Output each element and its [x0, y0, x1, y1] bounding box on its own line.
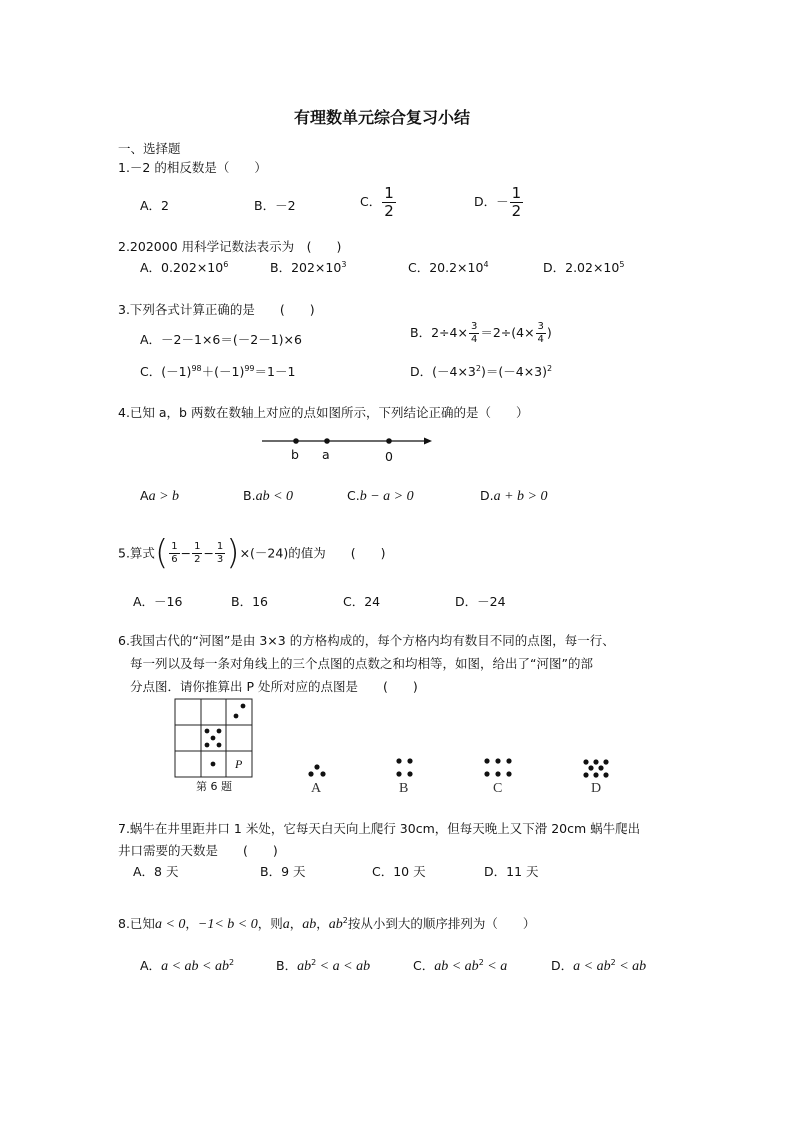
- q7-line2: 井口需要的天数是 ( ): [118, 843, 278, 858]
- q5-option-a: A．－16: [133, 594, 183, 609]
- q6-option-b: B: [399, 781, 409, 796]
- q3-option-d: D．$(-4\times 3^2)=(-4\times 3)^2$: [410, 363, 553, 379]
- q3-option-b: B．2÷4× $\frac{3}{4}$ ＝2÷(4× $\frac{3}{4}$ ): [410, 321, 552, 345]
- q5-option-d: D．－24: [455, 594, 506, 609]
- q7-line1: 7.蜗牛在井里距井口 1 米处，它每天白天向上爬行 30cm，但每天晚上又下滑 20cm 蜗牛爬出: [118, 821, 641, 836]
- q4-option-d: D.a + b > 0: [480, 488, 548, 504]
- q6-option-d: D: [591, 781, 602, 796]
- q2-option-c: C．$20.2\times 10^4$: [408, 259, 489, 275]
- q8-option-d: D．$a < ab^2$ < ab: [551, 957, 647, 974]
- q7-option-b: B．9 天: [260, 864, 306, 879]
- q2-stem: 2.202000 用科学记数法表示为 ( ): [118, 239, 342, 254]
- q3-stem: 3.下列各式计算正确的是 ( ): [118, 302, 315, 317]
- label-b: b: [291, 447, 299, 462]
- section-heading: 一、选择题: [118, 141, 181, 156]
- q2-option-d: D．$2.02\times 10^5$: [543, 259, 625, 275]
- grid-label-p: P: [235, 757, 243, 771]
- q4-option-c: C.b − a > 0: [347, 488, 414, 504]
- q1-option-b: B．－2: [254, 198, 296, 213]
- q6-line3: 分点图．请你推算出 P 处所对应的点图是 ( ): [130, 679, 418, 694]
- q6-option-c: C: [493, 781, 503, 796]
- q4-stem: 4.已知 a，b 两数在数轴上对应的点如图所示，下列结论正确的是（ ）: [118, 405, 529, 420]
- q1-stem: 1.－2 的相反数是（ ）: [118, 160, 267, 175]
- q6-line1: 6.我国古代的“河图”是由 3×3 的方格构成的，每个方格内均有数目不同的点图，每一行、: [118, 633, 615, 648]
- q7-option-d: D．11 天: [484, 864, 539, 879]
- q3-option-a: A．－2－1×6＝(－2－1)×6: [140, 332, 302, 347]
- q7-option-a: A．8 天: [133, 864, 179, 879]
- q1-option-d: D．－ $\frac{1}{2}$: [474, 184, 522, 220]
- q2-option-a: A．$0.202\times 10^6$: [140, 259, 229, 275]
- grid-caption: 第 6 题: [196, 780, 232, 793]
- q5-option-b: B．16: [231, 594, 268, 609]
- q5-stem: 5.算式( $\frac{1}{6}$ − $\frac{1}{2}$ − $\frac{1}{3}$ )×(－24)的值为 ( ): [118, 533, 386, 573]
- q2-option-b: B．$202\times 10^3$: [270, 259, 347, 275]
- q1-option-a: A．2: [140, 198, 170, 213]
- q8-stem: 8.已知a < 0，−1< b < 0，则a，ab，$ab^2$按从小到大的顺序排列为（ ）: [118, 915, 536, 932]
- page-title: 有理数单元综合复习小结: [294, 108, 471, 127]
- q7-option-c: C．10 天: [372, 864, 426, 879]
- q4-option-b: B.ab < 0: [243, 488, 294, 504]
- q8-option-c: C．ab < $ab^2 < a$: [413, 957, 508, 974]
- label-zero: 0: [385, 449, 393, 464]
- q8-option-b: B．$ab^2 < a$ < ab: [276, 957, 371, 974]
- q4-option-a: Aa > b: [140, 488, 180, 504]
- q6-line2: 每一列以及每一条对角线上的三个点图的点数之和均相等，如图，给出了“河图”的部: [130, 656, 593, 671]
- q6-option-a: A: [311, 781, 322, 796]
- q1-option-c: C． $\frac{1}{2}$: [360, 184, 394, 220]
- q3-option-c: C．$(-1)^{98}+(-1)^{99}=1-1$: [140, 363, 296, 379]
- label-a: a: [322, 447, 330, 462]
- q8-option-a: A．a < ab < $ab^2$: [140, 957, 235, 974]
- q5-option-c: C．24: [343, 594, 381, 609]
